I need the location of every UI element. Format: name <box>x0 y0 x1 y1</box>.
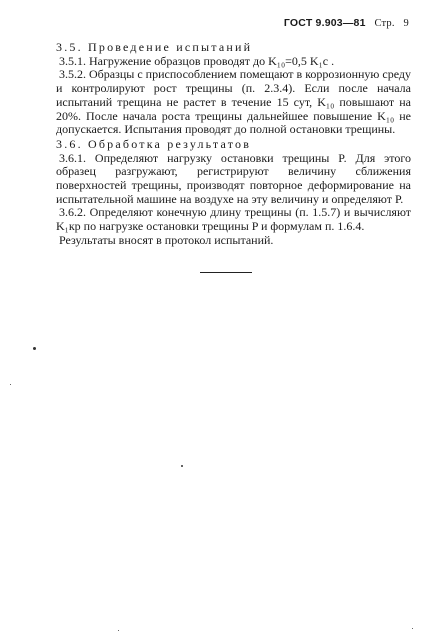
paragraph-3-5-1: 3.5.1. Нагружение образцов проводят до K₁₀=0,5 K₁c . <box>59 53 335 68</box>
paragraph-3-6-1: 3.6.1. Определяют нагрузку остановки трещины P. Для этого образец разгружают, регистрируют величину сближения поверхностей трещины, производят повторное деформирование на испытательной машине на воздухе на эту величину и определяют P. <box>56 150 411 206</box>
paragraph-3-6-2: 3.6.2. Определяют конечную длину трещины (п. 1.5.7) и вычисляют K₁кр по нагрузке остановки трещины P и формулам п. 1.6.4. <box>56 205 411 234</box>
scan-speck <box>10 384 11 385</box>
page-header <box>284 17 409 29</box>
section-3-6-title: 3.6. Обработка результатов <box>56 136 252 151</box>
paragraph-3-5-2: 3.5.2. Образцы с приспособлением помещают в коррозионную среду и контролируют рост трещины (п. 2.3.4). Если после начала испытаний трещина не растет в течение 15 сут, K₁₀ повышают на 20%. После начала роста трещины дальнейшее повышение K₁₀ не допускается. Испытания проводят до полной остановки трещины. <box>56 67 411 137</box>
scan-speck <box>33 347 36 350</box>
scan-speck <box>412 628 413 629</box>
section-divider <box>200 272 252 273</box>
standard-number: ГОСТ 9.903—81 <box>283 17 366 29</box>
page-label: Стр. <box>374 18 395 29</box>
results-paragraph: Результаты вносят в протокол испытаний. <box>59 232 274 247</box>
scan-speck <box>118 630 119 631</box>
section-3-5-title: 3.5. Проведение испытаний <box>56 40 253 54</box>
scan-speck <box>181 465 183 467</box>
page-number: 9 <box>403 18 409 29</box>
document-body <box>56 40 411 248</box>
